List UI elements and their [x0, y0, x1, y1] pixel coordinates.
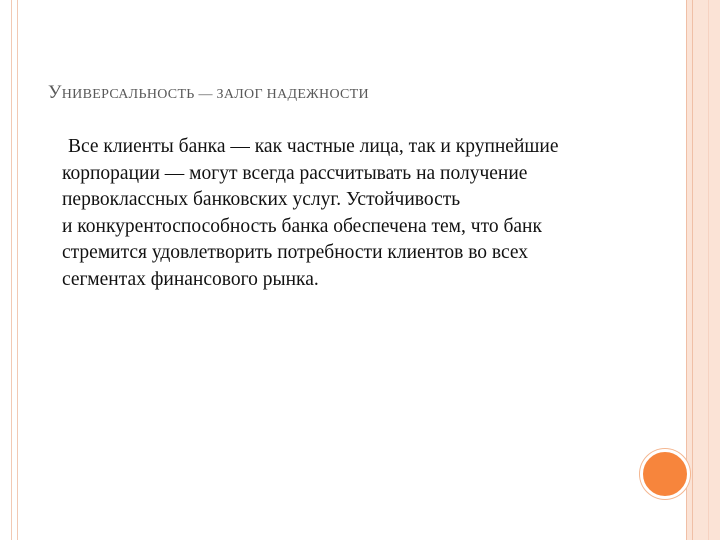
slide-title	[48, 82, 668, 104]
slide-title-initial: У	[48, 82, 62, 103]
body-line: первоклассных банковских услуг. Устойчивость	[62, 189, 461, 210]
body-line: сегментах финансового рынка.	[62, 268, 319, 290]
body-line: стремится удовлетворить потребности клиентов во всех	[62, 242, 529, 263]
right-frame-line	[692, 0, 693, 540]
body-line: и конкурентоспособность банка обеспечена тем, что банк	[62, 215, 542, 237]
body-line: корпорации — могут всегда рассчитывать на получение	[62, 162, 528, 184]
right-frame-line-secondary	[708, 0, 709, 540]
left-frame-line	[11, 0, 12, 540]
left-frame-decoration	[0, 0, 18, 540]
slide-body	[62, 134, 682, 293]
body-line: Все клиенты банка — как частные лица, так и крупнейшие	[68, 136, 559, 157]
slide-title-rest: НИВЕРСАЛЬНОСТЬ — ЗАЛОГ НАДЕЖНОСТИ	[61, 87, 369, 102]
orange-circle-decoration	[640, 449, 690, 499]
